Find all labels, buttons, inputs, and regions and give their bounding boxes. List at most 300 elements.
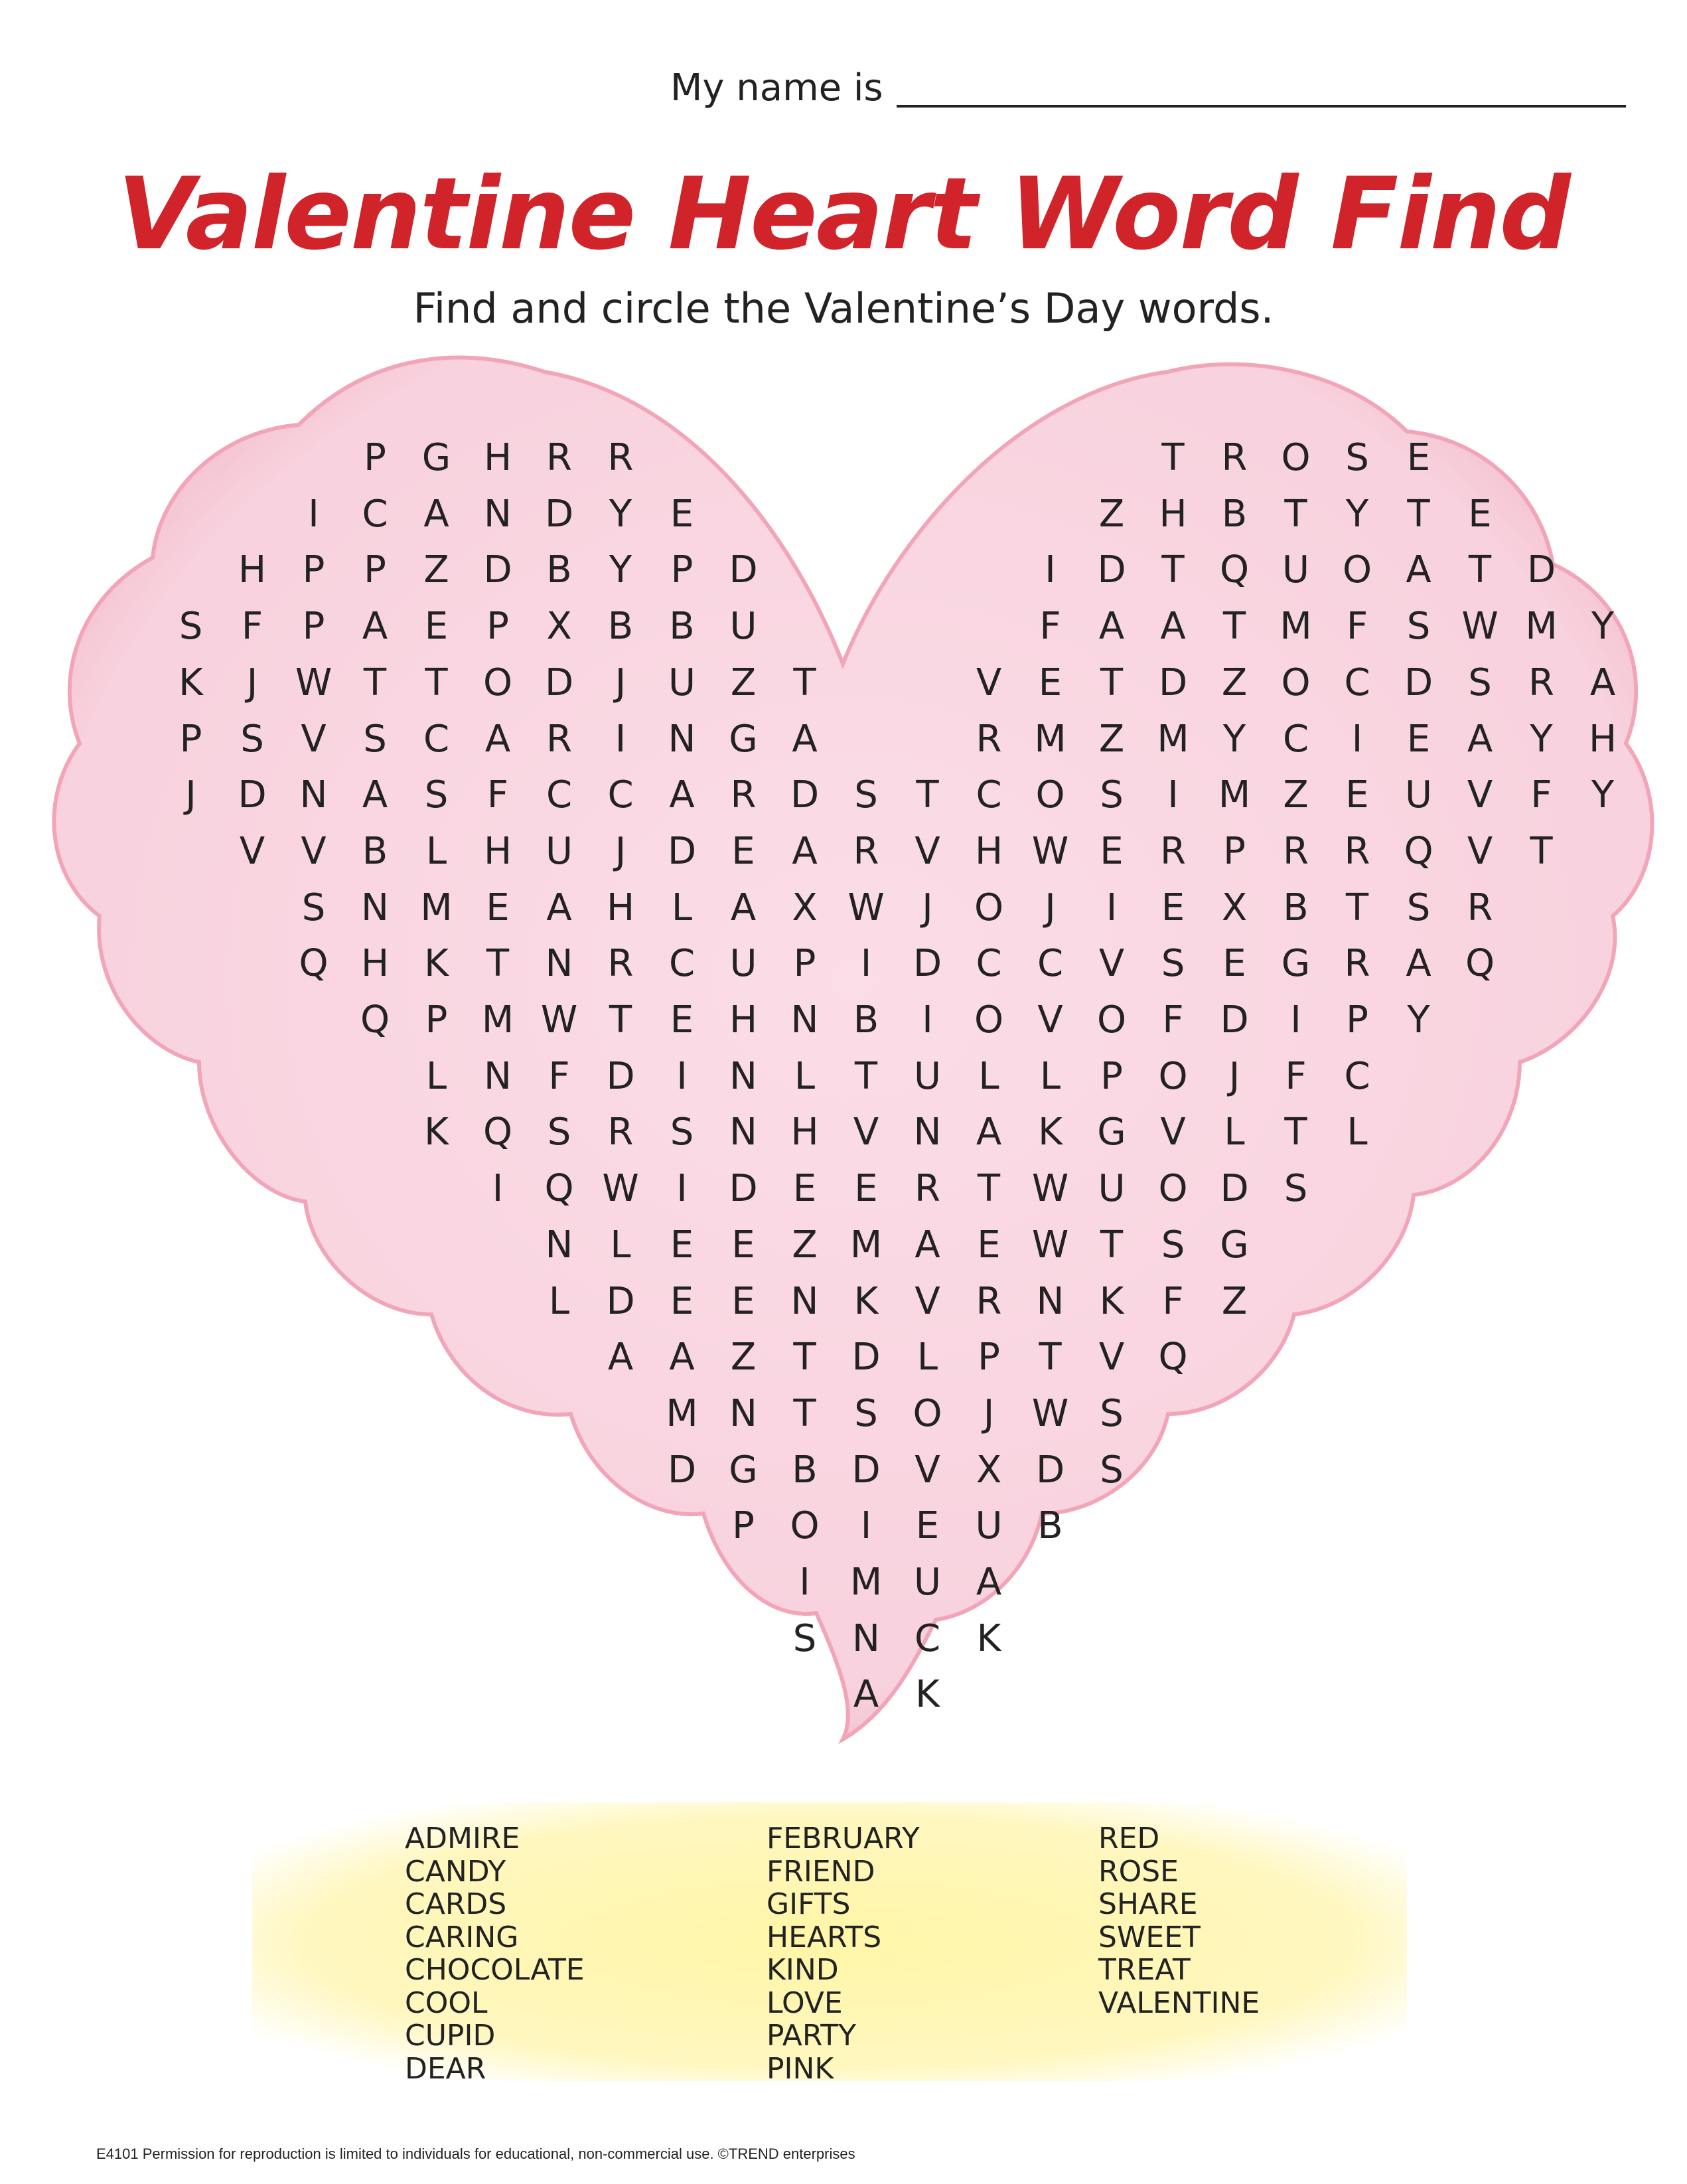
grid-letter[interactable]: V: [301, 717, 327, 761]
grid-letter[interactable]: L: [425, 1054, 447, 1098]
grid-letter[interactable]: N: [729, 1054, 757, 1098]
grid-letter[interactable]: R: [1528, 661, 1554, 704]
grid-letter[interactable]: W: [847, 886, 885, 929]
grid-letter[interactable]: Y: [1591, 773, 1615, 817]
grid-letter[interactable]: H: [483, 829, 512, 873]
grid-letter[interactable]: I: [1290, 998, 1301, 1042]
grid-letter[interactable]: R: [1467, 886, 1493, 929]
grid-letter[interactable]: I: [1045, 548, 1056, 592]
grid-letter[interactable]: B: [607, 605, 634, 649]
grid-letter[interactable]: E: [424, 605, 449, 649]
grid-letter[interactable]: G: [729, 1448, 758, 1492]
grid-letter[interactable]: D: [1097, 548, 1126, 592]
grid-letter[interactable]: M: [1525, 605, 1558, 649]
grid-letter[interactable]: B: [853, 998, 879, 1042]
grid-letter[interactable]: S: [1161, 942, 1185, 986]
grid-letter[interactable]: Q: [299, 942, 329, 986]
grid-letter[interactable]: N: [913, 1111, 942, 1154]
grid-letter[interactable]: S: [179, 605, 203, 649]
grid-letter[interactable]: T: [425, 661, 448, 704]
grid-letter[interactable]: L: [794, 1054, 816, 1098]
grid-letter[interactable]: D: [790, 773, 820, 817]
grid-letter[interactable]: E: [670, 1279, 694, 1323]
grid-letter[interactable]: Y: [1222, 717, 1246, 761]
grid-letter[interactable]: F: [1162, 1279, 1184, 1323]
grid-letter[interactable]: J: [246, 661, 258, 704]
grid-letter[interactable]: N: [484, 492, 512, 536]
grid-letter[interactable]: S: [301, 886, 326, 929]
grid-letter[interactable]: P: [1223, 829, 1246, 873]
grid-letter[interactable]: V: [915, 829, 940, 873]
grid-letter[interactable]: D: [1220, 998, 1249, 1042]
grid-letter[interactable]: I: [492, 1167, 504, 1211]
grid-letter[interactable]: A: [730, 886, 757, 929]
grid-letter[interactable]: A: [362, 605, 388, 649]
grid-letter[interactable]: M: [1157, 717, 1189, 761]
grid-letter[interactable]: H: [360, 942, 390, 986]
grid-letter[interactable]: L: [1039, 1054, 1061, 1098]
grid-letter[interactable]: A: [484, 717, 511, 761]
grid-letter[interactable]: S: [240, 717, 264, 761]
grid-letter[interactable]: A: [792, 829, 818, 873]
grid-letter[interactable]: X: [976, 1448, 1002, 1492]
grid-letter[interactable]: T: [854, 1054, 878, 1098]
grid-letter[interactable]: O: [1096, 998, 1127, 1042]
grid-letter[interactable]: M: [420, 886, 453, 929]
grid-letter[interactable]: Z: [1283, 773, 1309, 817]
grid-letter[interactable]: E: [1100, 829, 1124, 873]
grid-letter[interactable]: T: [1407, 492, 1430, 536]
grid-letter[interactable]: F: [241, 605, 263, 649]
grid-letter[interactable]: W: [1031, 1223, 1069, 1267]
grid-letter[interactable]: U: [975, 1504, 1003, 1548]
grid-letter[interactable]: J: [1045, 886, 1056, 929]
grid-letter[interactable]: H: [729, 998, 758, 1042]
grid-letter[interactable]: K: [179, 661, 203, 704]
grid-letter[interactable]: P: [302, 605, 325, 649]
grid-letter[interactable]: Y: [1407, 998, 1430, 1042]
grid-letter[interactable]: E: [670, 492, 694, 536]
grid-letter[interactable]: P: [1346, 998, 1368, 1042]
grid-letter[interactable]: T: [1100, 1223, 1124, 1267]
grid-letter[interactable]: C: [1344, 1054, 1370, 1098]
grid-letter[interactable]: M: [666, 1391, 698, 1435]
grid-letter[interactable]: R: [1221, 436, 1248, 479]
grid-letter[interactable]: U: [1282, 548, 1309, 592]
grid-letter[interactable]: E: [1406, 436, 1431, 479]
grid-letter[interactable]: R: [976, 1279, 1002, 1323]
grid-letter[interactable]: T: [793, 1336, 816, 1379]
grid-letter[interactable]: D: [606, 1279, 635, 1323]
grid-letter[interactable]: V: [915, 1448, 940, 1492]
grid-letter[interactable]: Z: [1221, 1279, 1248, 1323]
grid-letter[interactable]: D: [544, 661, 574, 704]
grid-letter[interactable]: B: [792, 1448, 818, 1492]
grid-letter[interactable]: J: [615, 661, 626, 704]
grid-letter[interactable]: S: [1345, 436, 1369, 479]
grid-letter[interactable]: Z: [1098, 492, 1125, 536]
grid-letter[interactable]: N: [790, 998, 819, 1042]
grid-letter[interactable]: D: [544, 492, 574, 536]
grid-letter[interactable]: K: [1038, 1111, 1063, 1154]
grid-letter[interactable]: S: [363, 717, 387, 761]
grid-letter[interactable]: P: [364, 548, 386, 592]
grid-letter[interactable]: S: [547, 1111, 571, 1154]
grid-letter[interactable]: D: [238, 773, 267, 817]
grid-letter[interactable]: M: [1218, 773, 1251, 817]
grid-letter[interactable]: T: [1161, 548, 1185, 592]
grid-letter[interactable]: N: [668, 717, 696, 761]
grid-letter[interactable]: Z: [730, 661, 757, 704]
grid-letter[interactable]: G: [729, 717, 758, 761]
grid-letter[interactable]: O: [974, 998, 1004, 1042]
grid-letter[interactable]: U: [914, 1561, 941, 1604]
grid-letter[interactable]: W: [1031, 1167, 1069, 1211]
grid-letter[interactable]: M: [481, 998, 514, 1042]
grid-letter[interactable]: C: [546, 773, 573, 817]
grid-letter[interactable]: W: [1031, 1391, 1069, 1435]
grid-letter[interactable]: D: [606, 1054, 635, 1098]
grid-letter[interactable]: R: [915, 1167, 940, 1211]
grid-letter[interactable]: Q: [1219, 548, 1250, 592]
grid-letter[interactable]: E: [731, 1279, 755, 1323]
grid-letter[interactable]: D: [851, 1336, 881, 1379]
grid-letter[interactable]: A: [976, 1561, 1002, 1604]
grid-letter[interactable]: B: [546, 548, 572, 592]
grid-letter[interactable]: P: [978, 1336, 1000, 1379]
grid-letter[interactable]: O: [1035, 773, 1065, 817]
grid-letter[interactable]: W: [1461, 605, 1499, 649]
grid-letter[interactable]: F: [1346, 605, 1368, 649]
grid-letter[interactable]: Z: [792, 1223, 818, 1267]
grid-letter[interactable]: I: [1106, 886, 1118, 929]
grid-letter[interactable]: F: [1285, 1054, 1307, 1098]
grid-letter[interactable]: I: [676, 1054, 688, 1098]
grid-letter[interactable]: G: [1281, 942, 1311, 986]
grid-letter[interactable]: P: [302, 548, 325, 592]
grid-letter[interactable]: T: [486, 942, 510, 986]
grid-letter[interactable]: Z: [730, 1336, 757, 1379]
grid-letter[interactable]: R: [853, 829, 879, 873]
grid-letter[interactable]: D: [851, 1448, 881, 1492]
grid-letter[interactable]: J: [1228, 1054, 1240, 1098]
grid-letter[interactable]: K: [1099, 1279, 1124, 1323]
grid-letter[interactable]: S: [670, 1111, 694, 1154]
grid-letter[interactable]: U: [914, 1054, 941, 1098]
grid-letter[interactable]: I: [1351, 717, 1363, 761]
grid-letter[interactable]: N: [1036, 1279, 1064, 1323]
grid-letter[interactable]: S: [792, 1616, 817, 1660]
grid-letter[interactable]: S: [424, 773, 449, 817]
grid-letter[interactable]: A: [1160, 605, 1186, 649]
grid-letter[interactable]: S: [854, 1391, 878, 1435]
grid-letter[interactable]: G: [421, 436, 451, 479]
grid-letter[interactable]: E: [1161, 886, 1185, 929]
grid-letter[interactable]: D: [1526, 548, 1556, 592]
grid-letter[interactable]: F: [1530, 773, 1552, 817]
grid-letter[interactable]: S: [1406, 886, 1431, 929]
grid-letter[interactable]: C: [423, 717, 450, 761]
grid-letter[interactable]: S: [854, 773, 878, 817]
grid-letter[interactable]: Y: [609, 492, 632, 536]
grid-letter[interactable]: Q: [1465, 942, 1495, 986]
grid-letter[interactable]: D: [1158, 661, 1188, 704]
grid-letter[interactable]: A: [362, 773, 388, 817]
grid-letter[interactable]: X: [546, 605, 572, 649]
grid-letter[interactable]: T: [1468, 548, 1492, 592]
grid-letter[interactable]: K: [424, 1111, 449, 1154]
grid-letter[interactable]: V: [1467, 829, 1493, 873]
grid-letter[interactable]: V: [853, 1111, 879, 1154]
grid-letter[interactable]: G: [1220, 1223, 1249, 1267]
grid-letter[interactable]: K: [853, 1279, 879, 1323]
grid-letter[interactable]: C: [362, 492, 388, 536]
grid-letter[interactable]: Q: [1158, 1336, 1188, 1379]
grid-letter[interactable]: R: [607, 1111, 634, 1154]
grid-letter[interactable]: H: [974, 829, 1003, 873]
grid-letter[interactable]: T: [609, 998, 632, 1042]
grid-letter[interactable]: T: [1284, 1111, 1307, 1154]
grid-letter[interactable]: A: [669, 1336, 695, 1379]
grid-letter[interactable]: S: [1161, 1223, 1185, 1267]
grid-letter[interactable]: P: [179, 717, 202, 761]
grid-letter[interactable]: V: [239, 829, 265, 873]
grid-letter[interactable]: E: [854, 1167, 878, 1211]
grid-letter[interactable]: U: [546, 829, 573, 873]
grid-letter[interactable]: W: [540, 998, 578, 1042]
grid-letter[interactable]: E: [670, 1223, 694, 1267]
grid-letter[interactable]: Z: [423, 548, 449, 592]
grid-letter[interactable]: Q: [360, 998, 390, 1042]
grid-letter[interactable]: R: [1344, 942, 1370, 986]
grid-letter[interactable]: F: [1162, 998, 1184, 1042]
grid-letter[interactable]: C: [668, 942, 696, 986]
grid-letter[interactable]: N: [545, 942, 573, 986]
grid-letter[interactable]: M: [849, 1223, 883, 1267]
grid-letter[interactable]: V: [1467, 773, 1493, 817]
grid-letter[interactable]: O: [1158, 1167, 1188, 1211]
grid-letter[interactable]: J: [615, 829, 626, 873]
grid-letter[interactable]: I: [308, 492, 319, 536]
grid-letter[interactable]: A: [915, 1223, 940, 1267]
grid-letter[interactable]: E: [1038, 661, 1063, 704]
grid-letter[interactable]: I: [615, 717, 626, 761]
grid-letter[interactable]: O: [1281, 436, 1311, 479]
grid-letter[interactable]: C: [1282, 717, 1309, 761]
grid-letter[interactable]: H: [483, 436, 512, 479]
grid-letter[interactable]: H: [238, 548, 267, 592]
grid-letter[interactable]: D: [667, 1448, 697, 1492]
grid-letter[interactable]: L: [548, 1279, 570, 1323]
grid-letter[interactable]: I: [860, 1504, 872, 1548]
grid-letter[interactable]: P: [732, 1504, 755, 1548]
grid-letter[interactable]: R: [1160, 829, 1186, 873]
grid-letter[interactable]: L: [671, 886, 693, 929]
grid-letter[interactable]: Z: [1098, 717, 1125, 761]
grid-letter[interactable]: H: [606, 886, 635, 929]
grid-letter[interactable]: P: [425, 998, 448, 1042]
grid-letter[interactable]: U: [668, 661, 696, 704]
grid-letter[interactable]: A: [1589, 661, 1616, 704]
grid-letter[interactable]: D: [1404, 661, 1433, 704]
grid-letter[interactable]: T: [793, 661, 816, 704]
grid-letter[interactable]: E: [670, 998, 694, 1042]
grid-letter[interactable]: M: [1280, 605, 1312, 649]
grid-letter[interactable]: L: [610, 1223, 631, 1267]
grid-letter[interactable]: B: [1037, 1504, 1063, 1548]
grid-letter[interactable]: O: [482, 661, 513, 704]
grid-letter[interactable]: N: [299, 773, 328, 817]
grid-letter[interactable]: I: [799, 1561, 810, 1604]
grid-letter[interactable]: E: [486, 886, 510, 929]
grid-letter[interactable]: B: [1221, 492, 1248, 536]
grid-letter[interactable]: U: [729, 942, 757, 986]
grid-letter[interactable]: S: [1468, 661, 1492, 704]
grid-letter[interactable]: R: [546, 436, 572, 479]
grid-letter[interactable]: A: [853, 1673, 879, 1717]
grid-letter[interactable]: Q: [1404, 829, 1433, 873]
grid-letter[interactable]: E: [977, 1223, 1001, 1267]
grid-letter[interactable]: S: [1100, 773, 1124, 817]
grid-letter[interactable]: J: [983, 1391, 995, 1435]
grid-letter[interactable]: E: [731, 1223, 755, 1267]
grid-letter[interactable]: H: [1588, 717, 1617, 761]
grid-letter[interactable]: T: [1530, 829, 1553, 873]
grid-letter[interactable]: S: [1406, 605, 1431, 649]
grid-letter[interactable]: V: [1098, 1336, 1125, 1379]
grid-letter[interactable]: O: [1158, 1054, 1188, 1098]
grid-letter[interactable]: T: [977, 1167, 1001, 1211]
grid-letter[interactable]: T: [363, 661, 387, 704]
grid-letter[interactable]: D: [667, 829, 697, 873]
grid-letter[interactable]: G: [1097, 1111, 1126, 1154]
grid-letter[interactable]: T: [793, 1391, 816, 1435]
grid-letter[interactable]: P: [1100, 1054, 1123, 1098]
grid-letter[interactable]: C: [976, 773, 1002, 817]
grid-letter[interactable]: V: [915, 1279, 940, 1323]
grid-letter[interactable]: T: [1345, 886, 1369, 929]
grid-letter[interactable]: B: [362, 829, 388, 873]
grid-letter[interactable]: X: [792, 886, 818, 929]
grid-letter[interactable]: A: [1406, 942, 1431, 986]
grid-letter[interactable]: R: [1344, 829, 1370, 873]
grid-letter[interactable]: A: [1467, 717, 1493, 761]
grid-letter[interactable]: A: [976, 1111, 1002, 1154]
grid-letter[interactable]: A: [1098, 605, 1125, 649]
grid-letter[interactable]: O: [913, 1391, 942, 1435]
grid-letter[interactable]: I: [860, 942, 872, 986]
grid-letter[interactable]: O: [1342, 548, 1372, 592]
grid-letter[interactable]: K: [976, 1616, 1001, 1660]
grid-letter[interactable]: Q: [482, 1111, 513, 1154]
grid-letter[interactable]: A: [607, 1336, 634, 1379]
grid-letter[interactable]: J: [922, 886, 933, 929]
grid-letter[interactable]: T: [1161, 436, 1185, 479]
grid-letter[interactable]: U: [1405, 773, 1432, 817]
grid-letter[interactable]: U: [1098, 1167, 1126, 1211]
grid-letter[interactable]: Y: [609, 548, 632, 592]
grid-letter[interactable]: F: [1039, 605, 1061, 649]
grid-letter[interactable]: E: [1406, 717, 1431, 761]
grid-letter[interactable]: W: [295, 661, 332, 704]
grid-letter[interactable]: A: [1406, 548, 1431, 592]
grid-letter[interactable]: N: [361, 886, 389, 929]
grid-letter[interactable]: C: [1344, 661, 1370, 704]
grid-letter[interactable]: Q: [544, 1167, 574, 1211]
grid-letter[interactable]: V: [976, 661, 1002, 704]
grid-letter[interactable]: K: [915, 1673, 940, 1717]
grid-letter[interactable]: C: [607, 773, 634, 817]
grid-letter[interactable]: J: [185, 773, 196, 817]
grid-letter[interactable]: N: [729, 1111, 757, 1154]
grid-letter[interactable]: U: [729, 605, 757, 649]
grid-letter[interactable]: B: [669, 605, 695, 649]
grid-letter[interactable]: T: [1284, 492, 1307, 536]
grid-letter[interactable]: A: [423, 492, 449, 536]
grid-letter[interactable]: M: [1034, 717, 1066, 761]
grid-letter[interactable]: I: [922, 998, 933, 1042]
grid-letter[interactable]: W: [1031, 829, 1069, 873]
grid-letter[interactable]: E: [915, 1504, 940, 1548]
grid-letter[interactable]: R: [607, 942, 634, 986]
grid-letter[interactable]: T: [916, 773, 939, 817]
grid-letter[interactable]: I: [676, 1167, 688, 1211]
grid-letter[interactable]: P: [486, 605, 509, 649]
grid-letter[interactable]: M: [849, 1561, 883, 1604]
grid-letter[interactable]: F: [548, 1054, 570, 1098]
grid-letter[interactable]: E: [731, 829, 755, 873]
grid-letter[interactable]: D: [913, 942, 942, 986]
grid-letter[interactable]: E: [792, 1167, 817, 1211]
grid-letter[interactable]: D: [483, 548, 512, 592]
grid-letter[interactable]: V: [301, 829, 327, 873]
grid-letter[interactable]: K: [424, 942, 449, 986]
grid-letter[interactable]: B: [1283, 886, 1309, 929]
grid-letter[interactable]: V: [1160, 1111, 1186, 1154]
grid-letter[interactable]: N: [729, 1391, 757, 1435]
grid-letter[interactable]: N: [790, 1279, 819, 1323]
grid-letter[interactable]: S: [1284, 1167, 1308, 1211]
grid-letter[interactable]: A: [669, 773, 695, 817]
grid-letter[interactable]: H: [1159, 492, 1187, 536]
grid-letter[interactable]: P: [793, 942, 816, 986]
grid-letter[interactable]: N: [484, 1054, 512, 1098]
grid-letter[interactable]: A: [546, 886, 572, 929]
grid-letter[interactable]: E: [1345, 773, 1369, 817]
grid-letter[interactable]: D: [729, 1167, 758, 1211]
grid-letter[interactable]: L: [978, 1054, 999, 1098]
grid-letter[interactable]: E: [1468, 492, 1492, 536]
grid-letter[interactable]: F: [486, 773, 509, 817]
grid-letter[interactable]: D: [1220, 1167, 1249, 1211]
grid-letter[interactable]: Y: [1591, 605, 1615, 649]
grid-letter[interactable]: O: [790, 1504, 820, 1548]
grid-letter[interactable]: P: [670, 548, 694, 592]
grid-letter[interactable]: L: [425, 829, 447, 873]
grid-letter[interactable]: E: [1222, 942, 1246, 986]
grid-letter[interactable]: Z: [1221, 661, 1248, 704]
grid-letter[interactable]: I: [1167, 773, 1179, 817]
grid-letter[interactable]: X: [1221, 886, 1248, 929]
grid-letter[interactable]: T: [1100, 661, 1124, 704]
grid-letter[interactable]: L: [917, 1336, 938, 1379]
grid-letter[interactable]: N: [545, 1223, 573, 1267]
grid-letter[interactable]: R: [976, 717, 1002, 761]
grid-letter[interactable]: V: [1098, 942, 1125, 986]
grid-letter[interactable]: C: [914, 1616, 941, 1660]
grid-letter[interactable]: O: [974, 886, 1004, 929]
grid-letter[interactable]: T: [1222, 605, 1246, 649]
